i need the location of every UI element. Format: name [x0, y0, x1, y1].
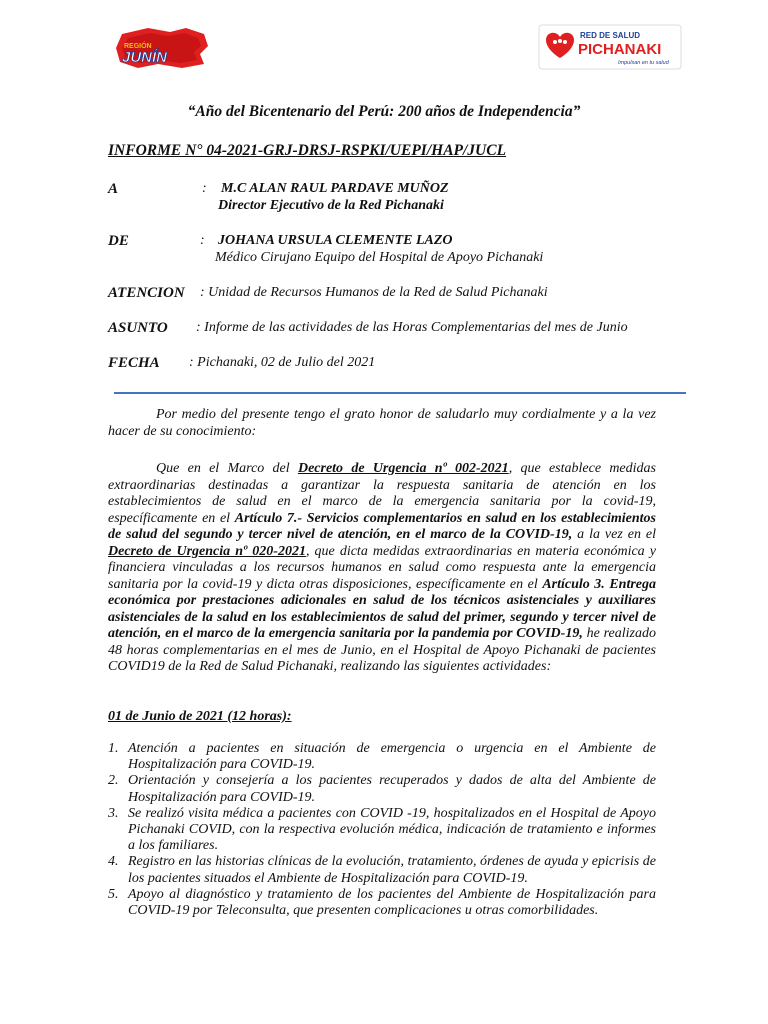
year-motto: “Año del Bicentenario del Perú: 200 años de Independencia” — [187, 103, 581, 120]
list-item — [108, 854, 656, 886]
field-a-colon: : — [202, 181, 207, 196]
legal-basis-paragraph — [108, 461, 656, 676]
item-text: Orientación y consejería a los pacientes recuperados y dados de alta del Ambiente de Hospitalización para COVID-19. — [128, 773, 656, 805]
logo-left-small-text: REGIÓN — [124, 43, 152, 50]
p2-text-i: he realizado 48 horas complementarias en el mes de Junio, en el Hospital de Apoyo Pichanaki de pacientes COVID19 de la Red de Salud Pichanaki, realizando las siguientes actividades: — [108, 626, 656, 674]
decreto-020-2021: Decreto de Urgencia nº 020-2021 — [108, 543, 306, 559]
field-fecha-label: FECHA — [108, 355, 160, 371]
red-salud-pichanaki-logo — [538, 24, 682, 70]
field-asunto-value: : Informe de las actividades de las Horas Complementarias del mes de Junio — [196, 320, 628, 335]
field-fecha-value: : Pichanaki, 02 de Julio del 2021 — [189, 355, 376, 370]
field-de-role: Médico Cirujano Equipo del Hospital de Apoyo Pichanaki — [215, 250, 544, 265]
field-a-name: M.C ALAN RAUL PARDAVE MUÑOZ — [221, 181, 449, 196]
item-text: Apoyo al diagnóstico y tratamiento de los pacientes del Ambiente de Hospitalización para COVID-19 por Teleconsulta, que presenten complicaciones u otras comorbilidades. — [128, 886, 656, 919]
p2-text-a: Que en el Marco del — [156, 461, 298, 476]
item-text: Se realizó visita médica a pacientes con COVID -19, hospitalizados en el Hospital de Apoyo Pichanaki COVID, con la respectiva evolución médica, indicación de tratamiento e informes a los familiares. — [128, 805, 656, 854]
field-de-label: DE — [108, 233, 129, 249]
field-a-role: Director Ejecutivo de la Red Pichanaki — [218, 198, 444, 213]
list-item — [108, 741, 656, 773]
item-text: Registro en las historias clínicas de la evolución, tratamiento, órdenes de ayuda y epicrisis de los pacientes situados el Ambiente de Hospitalización para COVID-19. — [128, 854, 656, 886]
region-junin-logo — [108, 24, 212, 72]
logo-left-text: JUNÍN — [122, 49, 168, 66]
decreto-002-2021: Decreto de Urgencia nº 002-2021 — [297, 461, 509, 476]
list-item — [108, 806, 656, 855]
date-heading: 01 de Junio de 2021 (12 horas): — [108, 709, 292, 724]
logo-right-tagline: Impulsan en tu salud — [618, 60, 669, 66]
item-number: 3. — [108, 805, 119, 821]
field-atencion-value: : Unidad de Recursos Humanos de la Red de Salud Pichanaki — [200, 285, 548, 300]
field-de-name: JOHANA URSULA CLEMENTE LAZO — [218, 233, 453, 248]
informe-number: INFORME N° 04-2021-GRJ-DRSJ-RSPKI/UEPI/HAP/JUCL — [108, 142, 507, 159]
header-divider — [114, 392, 686, 394]
field-de-colon: : — [200, 233, 205, 248]
list-item — [108, 887, 656, 919]
list-item — [108, 773, 656, 805]
p2-text-c: , que establece medidas extraordinarias destinadas a garantizar la respuesta sanitaria de atención en los establecimientos de salud en el marco de la emergencia sanitaria por la covid-19, específicamente en el — [108, 461, 656, 526]
field-atencion-label: ATENCION — [108, 285, 185, 301]
p2-text-e: a la vez en el — [572, 527, 656, 542]
logo-right-text: PICHANAKI — [578, 41, 662, 58]
field-asunto-label: ASUNTO — [108, 320, 168, 336]
intro-text: Por medio del presente tengo el grato honor de saludarlo muy cordialmente y a la vez hacer de su conocimiento: — [108, 407, 656, 439]
item-text: Atención a pacientes en situación de emergencia o urgencia en el Ambiente de Hospitalización para COVID-19. — [128, 741, 656, 773]
logo-right-small-text: RED DE SALUD — [580, 31, 641, 40]
item-number: 5. — [108, 886, 119, 902]
articulo-3: Artículo 3. Entrega económica por prestaciones adicionales en salud de los técnicos asistenciales y auxiliares asistenciales de la salud en los establecimientos de salud del primer, segundo y tercer nivel de atención, en el marco de la emergencia sanitaria por la pandemia por COVID-19, — [108, 576, 656, 641]
p2-text-g: , que dicta medidas extraordinarias en materia económica y financiera vinculadas a los recursos humanos en salud como respuesta ante la emergencia sanitaria por la covid-19 y dicta otras disposiciones, específicamente en el — [108, 543, 656, 592]
articulo-7: Artículo 7.- Servicios complementarios en salud en los establecimientos de salud del segundo y tercer nivel de atención, en el marco de la COVID-19, — [108, 510, 656, 542]
activities-list — [108, 741, 656, 919]
item-number: 2. — [108, 773, 119, 789]
intro-paragraph — [108, 407, 656, 440]
field-a-label: A — [108, 181, 119, 197]
item-number: 4. — [108, 854, 119, 870]
item-number: 1. — [108, 741, 119, 756]
